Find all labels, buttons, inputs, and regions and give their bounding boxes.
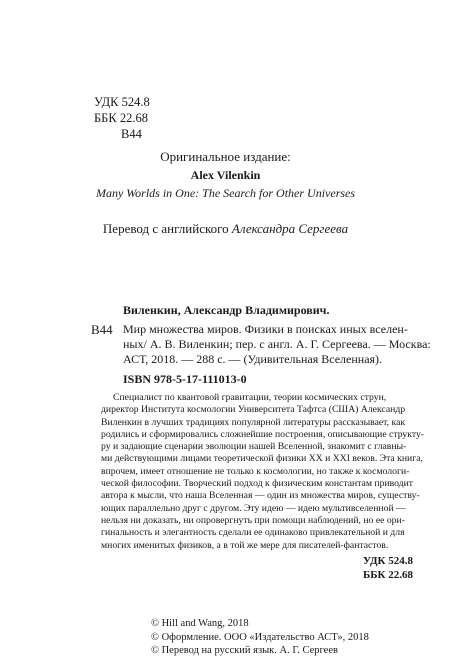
udk-code-top: УДК 524.8 <box>94 95 150 109</box>
original-title: Many Worlds in One: The Search for Other Universes <box>95 186 356 200</box>
abstract-line: Виленкин в лучших традициях популярной литературы рассказывает, как <box>101 416 406 428</box>
original-author: Alex Vilenkin <box>190 168 261 182</box>
bibliographic-line: АСТ, 2018. — 288 с. — (Удивительная Вселенная). <box>123 352 383 367</box>
original-edition-label: Оригинальное издание: <box>160 149 291 164</box>
isbn: ISBN 978-5-17-111013-0 <box>123 372 247 386</box>
udk-code-bottom: УДК 524.8 <box>362 555 413 567</box>
catalog-side-code: В44 <box>91 322 113 337</box>
author-sign-code-top: В44 <box>121 127 142 141</box>
abstract-line: ческой философии. Творческий подход к физическим константам приводит <box>101 478 414 490</box>
copyright-line: © Hill and Wang, 2018 <box>151 618 249 629</box>
abstract-line: ру и задающие сценарии эволюции нашей Вселенной, знакомит с главны- <box>101 441 407 453</box>
bibliographic-description <box>123 322 431 368</box>
translation-credit <box>0 221 451 237</box>
abstract-line: директор Института космологии Университета Тафтса (США) Александр <box>101 404 406 416</box>
abstract-line: ющих параллельно друг с другом. Эту идею — идею мультивселенной — <box>101 502 406 514</box>
abstract-line: родились и сформировались сложнейшие построения, описывающие структу- <box>101 428 425 440</box>
abstract <box>101 392 425 552</box>
abstract-line: гинальность и элегантность сделали ее одинаково привлекательной и для <box>101 527 405 539</box>
copyright-notices <box>151 617 369 658</box>
catalog-author-heading: Виленкин, Александр Владимирович. <box>123 303 330 317</box>
abstract-line: автора к мысли, что наша Вселенная — один из множества миров, существу- <box>101 490 420 502</box>
bbk-code-top: ББК 22.68 <box>94 111 148 125</box>
copyright-line: © Оформление. ООО «Издательство АСТ», 2018 <box>151 631 369 643</box>
abstract-line: многих именитых физиков, а в той же мере для писателей-фантастов. <box>101 539 389 551</box>
abstract-line: нельзя ни доказать, ни опровергнуть при помощи наблюдений, но ее ори- <box>101 514 405 526</box>
translator-name: Александра Сергеева <box>231 221 349 236</box>
abstract-line: ми действующими лицами теоретической физики XX и XXI веков. Эта книга, <box>101 453 423 465</box>
bibliographic-line: Мир множества миров. Физики в поисках иных вселен- <box>123 322 408 336</box>
abstract-line: впрочем, имеет отношение не только к космологии, но также к космологи- <box>101 465 410 477</box>
bibliographic-line: ных/ А. В. Виленкин; пер. с англ. А. Г. Сергеева. — Москва: <box>123 337 431 352</box>
bbk-code-bottom: ББК 22.68 <box>362 569 413 581</box>
translation-prefix: Перевод с английского <box>102 221 232 236</box>
copyright-line: © Перевод на русский язык. А. Г. Сергеев <box>151 645 338 656</box>
abstract-line: Специалист по квантовой гравитации, теории космических струн, <box>113 392 387 403</box>
